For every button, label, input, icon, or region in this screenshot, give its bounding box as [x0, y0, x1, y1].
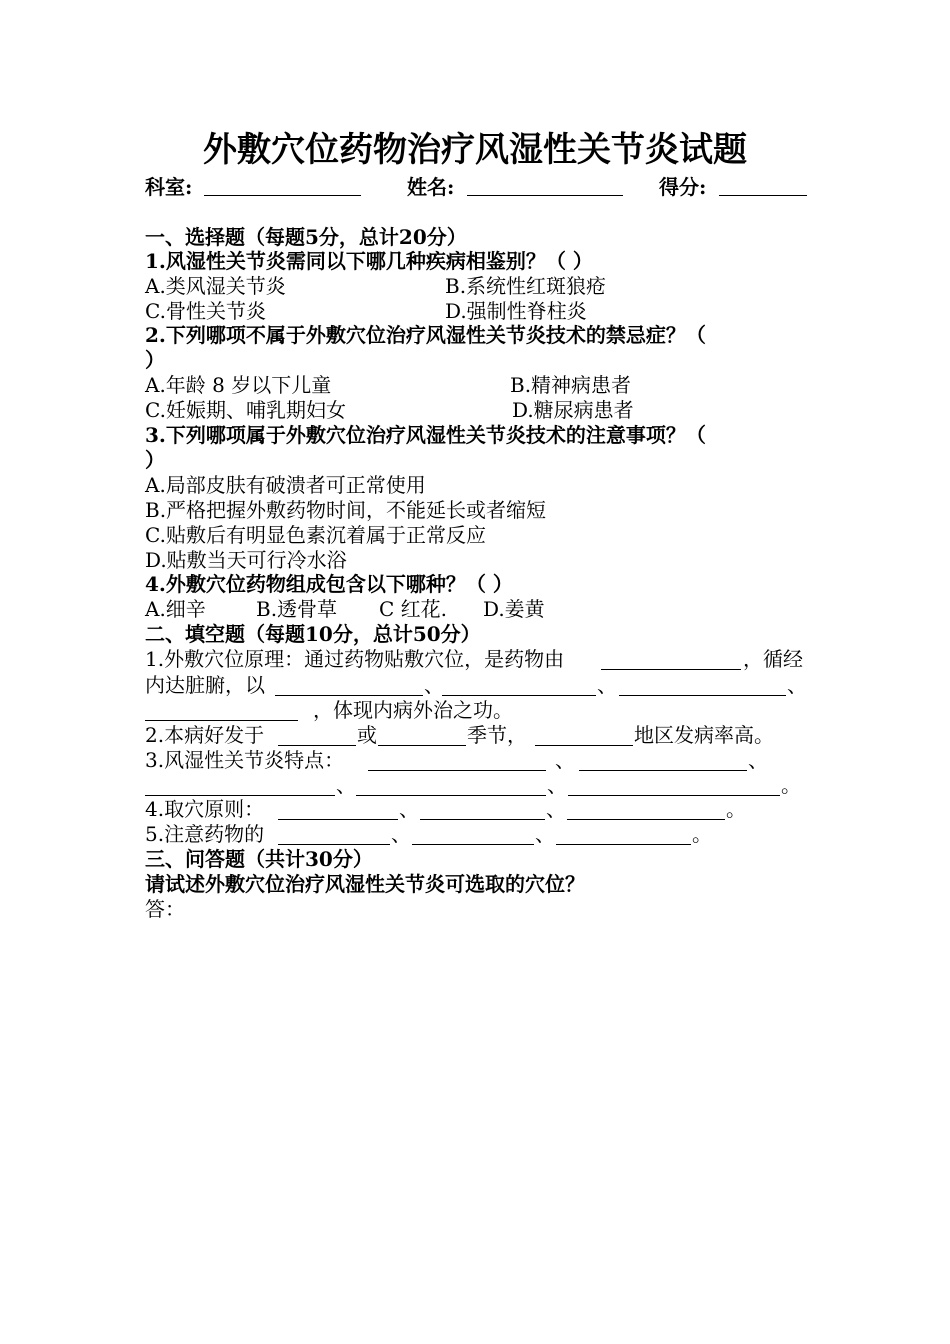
name-label: 姓名:: [407, 175, 455, 199]
fill-2-text: 或: [357, 723, 377, 747]
fill-blank[interactable]: [420, 819, 545, 820]
fill-blank[interactable]: [145, 720, 298, 721]
fill-blank[interactable]: [567, 819, 725, 820]
fill-blank[interactable]: [356, 795, 546, 796]
fill-5-text: 5.注意药物的: [145, 822, 265, 846]
separator: 、: [336, 773, 356, 797]
fill-blank[interactable]: [378, 745, 466, 746]
fill-blank[interactable]: [278, 819, 398, 820]
fill-blank[interactable]: [442, 695, 596, 696]
answer-area[interactable]: [145, 925, 805, 1245]
option-d: D.贴敷当天可行冷水浴: [145, 548, 347, 572]
dept-field[interactable]: [204, 195, 361, 196]
separator: 、: [597, 673, 617, 697]
fill-blank[interactable]: [535, 745, 633, 746]
option-d: D.糖尿病患者: [512, 398, 634, 422]
separator: 、: [399, 797, 419, 821]
option-c: C.贴敷后有明显色素沉着属于正常反应: [145, 523, 486, 547]
option-b: B.严格把握外敷药物时间，不能延长或者缩短: [145, 498, 547, 522]
fill-2-text: 地区发病率高。: [634, 723, 774, 747]
separator: 、: [787, 673, 807, 697]
option-a: A.细辛: [145, 597, 206, 621]
option-a: A.类风湿关节炎: [145, 274, 286, 298]
dept-label: 科室:: [145, 175, 193, 199]
fill-blank[interactable]: [278, 745, 356, 746]
option-c: C.妊娠期、哺乳期妇女: [145, 398, 346, 422]
section-heading-essay: 三、问答题（共计30分）: [145, 847, 373, 871]
end-punct: 。: [781, 773, 801, 797]
separator: 、: [555, 748, 575, 772]
option-c: C.骨性关节炎: [145, 299, 266, 323]
end-punct: 。: [692, 822, 712, 846]
essay-question: 请试述外敷穴位治疗风湿性关节炎可选取的穴位？: [145, 872, 585, 896]
option-c: C 红花.: [379, 597, 448, 621]
fill-1-text: ，体现内病外治之功。: [313, 698, 513, 722]
separator: 、: [546, 797, 566, 821]
fill-3-text: 3.风湿性关节炎特点：: [145, 748, 345, 772]
fill-blank[interactable]: [275, 695, 423, 696]
section-heading-fill: 二、填空题（每题10分，总计50分）: [145, 622, 481, 646]
end-punct: 。: [726, 797, 746, 821]
fill-2-text: 季节，: [467, 723, 527, 747]
fill-4-text: 4.取穴原则：: [145, 797, 265, 821]
question-2: 2.下列哪项不属于外敷穴位治疗风湿性关节炎技术的禁忌症？（: [145, 323, 706, 347]
option-d: D.强制性脊柱炎: [445, 299, 587, 323]
question-2-continued: ）: [145, 348, 165, 372]
option-b: B.系统性红斑狼疮: [445, 274, 607, 298]
score-field[interactable]: [719, 195, 807, 196]
name-field[interactable]: [467, 195, 623, 196]
option-a: A.局部皮肤有破溃者可正常使用: [145, 473, 426, 497]
separator: 、: [391, 822, 411, 846]
fill-blank[interactable]: [568, 795, 780, 796]
option-a: A.年龄 8 岁以下儿童: [145, 373, 332, 397]
fill-blank[interactable]: [145, 795, 335, 796]
option-d: D.姜黄: [483, 597, 545, 621]
section-heading-choice: 一、选择题（每题5分，总计20分）: [145, 225, 467, 249]
fill-blank[interactable]: [278, 844, 390, 845]
question-3: 3.下列哪项属于外敷穴位治疗风湿性关节炎技术的注意事项？（: [145, 423, 706, 447]
fill-1-text: ，循经: [743, 647, 803, 671]
fill-blank[interactable]: [556, 844, 691, 845]
separator: 、: [748, 748, 768, 772]
question-4: 4.外敷穴位药物组成包含以下哪种？（ ）: [145, 572, 513, 596]
separator: 、: [535, 822, 555, 846]
fill-blank[interactable]: [412, 844, 534, 845]
fill-2-text: 2.本病好发于: [145, 723, 265, 747]
fill-blank[interactable]: [601, 669, 741, 670]
answer-label: 答：: [145, 897, 185, 921]
separator: 、: [424, 673, 444, 697]
fill-blank[interactable]: [368, 770, 546, 771]
fill-1-text: 内达脏腑，以: [145, 673, 265, 697]
fill-1-text: 1.外敷穴位原理：通过药物贴敷穴位，是药物由: [145, 647, 565, 671]
option-b: B.透骨草: [256, 597, 338, 621]
separator: 、: [547, 773, 567, 797]
page-title: 外敷穴位药物治疗风湿性关节炎试题: [203, 130, 747, 170]
option-b: B.精神病患者: [510, 373, 632, 397]
question-3-continued: ）: [145, 448, 165, 472]
question-1: 1.风湿性关节炎需同以下哪几种疾病相鉴别？（ ）: [145, 249, 593, 273]
fill-blank[interactable]: [579, 770, 747, 771]
score-label: 得分:: [659, 175, 707, 199]
fill-blank[interactable]: [619, 695, 786, 696]
